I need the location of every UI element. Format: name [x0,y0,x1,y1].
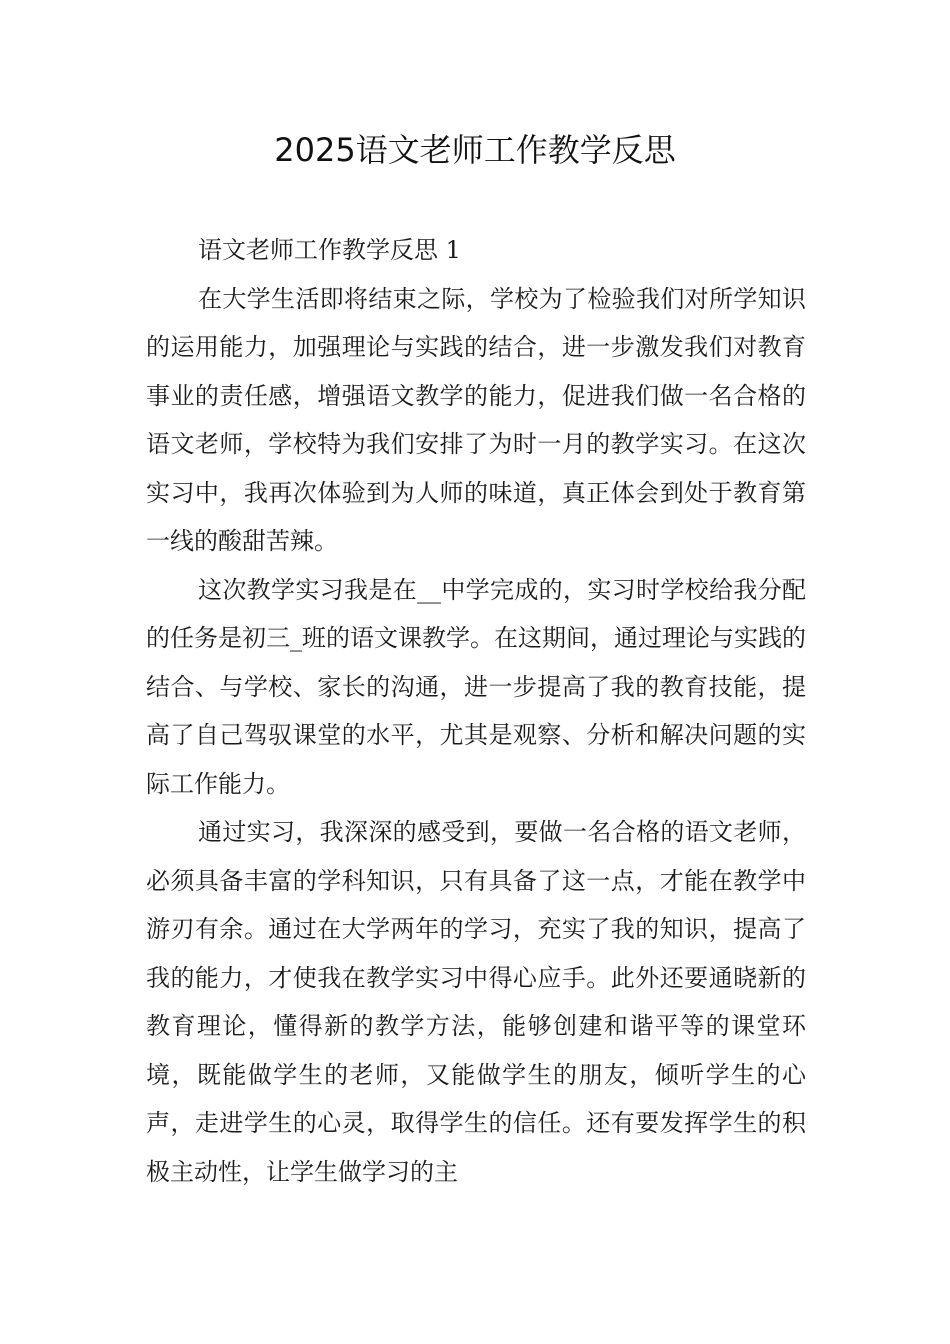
section-heading: 语文老师工作教学反思 1 [198,236,461,264]
paragraph-1: 在大学生活即将结束之际，学校为了检验我们对所学知识的运用能力，加强理论与实践的结合，进一步激发我们对教育事业的责任感，增强语文教学的能力，促进我们做一名合格的语文老师，学校特为我们安排了为时一月的教学实习。在这次实习中，我再次体验到为人师的味道，真正体会到处于教育第一线的酸甜苦辣。 [146,284,806,555]
paragraph-3: 通过实习，我深深的感受到，要做一名合格的语文老师，必须具备丰富的学科知识，只有具备了这一点，才能在教学中游刃有余。通过在大学两年的学习，充实了我的知识，提高了我的能力，才使我在教学实习中得心应手。此外还要通晓新的教育理论，懂得新的教学方法，能够创建和谐平等的课堂环境，既能做学生的老师，又能做学生的朋友，倾听学生的心声，走进学生的心灵，取得学生的信任。还有要发挥学生的积极主动性，让学生做学习的主 [146,818,806,1186]
document-title: 2025语文老师工作教学反思 [274,131,676,169]
paragraph-2: 这次教学实习我是在__中学完成的，实习时学校给我分配的任务是初三_班的语文课教学。在这期间，通过理论与实践的结合、与学校、家长的沟通，进一步提高了我的教育技能，提高了自己驾驭课堂的水平，尤其是观察、分析和解决问题的实际工作能力。 [146,575,806,798]
document-body [146,226,806,1196]
